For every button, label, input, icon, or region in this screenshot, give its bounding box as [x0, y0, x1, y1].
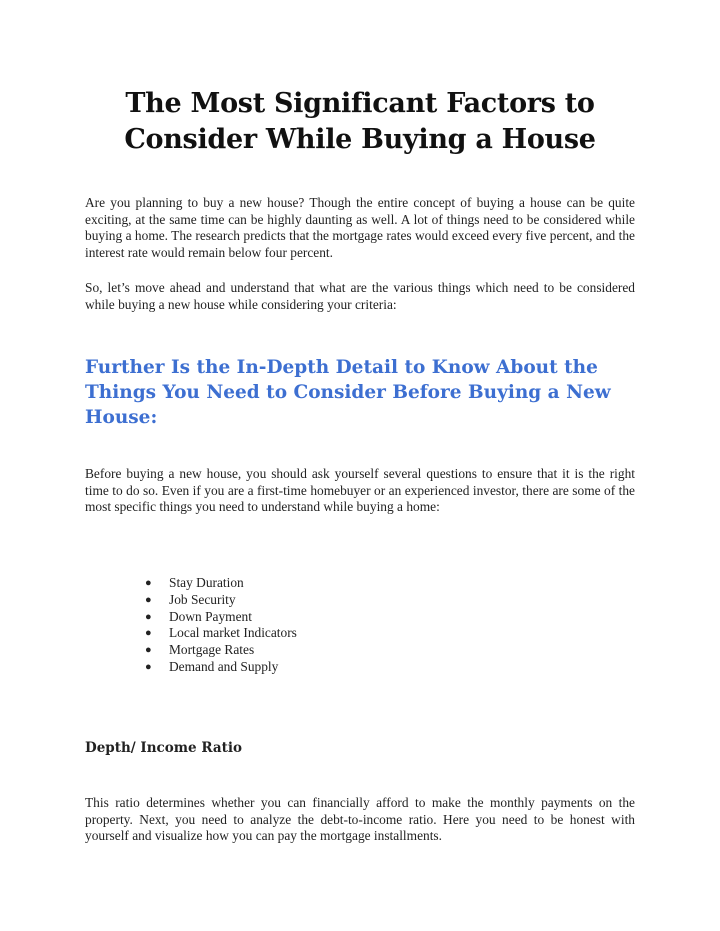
bullet-icon: ● [145, 644, 152, 657]
bullet-icon: ● [145, 627, 152, 640]
bullet-icon: ● [145, 610, 152, 623]
ratio-paragraph: This ratio determines whether you can financially afford to make the monthly payments on the property. Next, you need to analyze the debt-to-income ratio. Here you need to be honest with yourself and visualize how you can pay the mortgage installments. [85, 795, 635, 844]
list-item-label: Stay Duration [169, 575, 244, 590]
intro-paragraph: Are you planning to buy a new house? Though the entire concept of buying a house can be quite exciting, at the same time can be highly daunting as well. A lot of things need to be considered while buying a home. The research predicts that the mortgage rates would exceed every five percent, and the interest rate would remain below four percent. [85, 195, 635, 260]
list-item [145, 575, 297, 592]
list-item [145, 642, 297, 659]
section-heading: Further Is the In-Depth Detail to Know About the Things You Need to Consider Before Buying a New House: [85, 357, 611, 428]
section-paragraph: Before buying a new house, you should ask yourself several questions to ensure that it is the right time to do so. Even if you are a first-time homebuyer or an experienced investor, there are some of the most specific things you need to understand while buying a home: [85, 466, 635, 515]
list-item-label: Demand and Supply [169, 658, 279, 674]
factor-list [145, 575, 297, 676]
title-line-2: Consider While Buying a House [124, 124, 596, 155]
list-item [145, 592, 297, 609]
subheading: Depth/ Income Ratio [85, 740, 242, 756]
bullet-icon: ● [145, 660, 152, 673]
document-title [85, 86, 635, 158]
title-line-1: The Most Significant Factors to [125, 88, 595, 119]
list-item [145, 609, 297, 626]
list-item-label: Job Security [169, 591, 236, 607]
list-item [145, 625, 297, 642]
list-item-label: Mortgage Rates [169, 642, 255, 658]
list-item-label: Local market Indicators [169, 625, 297, 641]
list-item-label: Down Payment [169, 608, 252, 624]
bullet-icon: ● [145, 577, 152, 589]
bullet-icon: ● [145, 593, 152, 606]
criteria-paragraph: So, let’s move ahead and understand that what are the various things which need to be considered while buying a new house while considering your criteria: [85, 280, 635, 312]
list-item [145, 659, 297, 676]
